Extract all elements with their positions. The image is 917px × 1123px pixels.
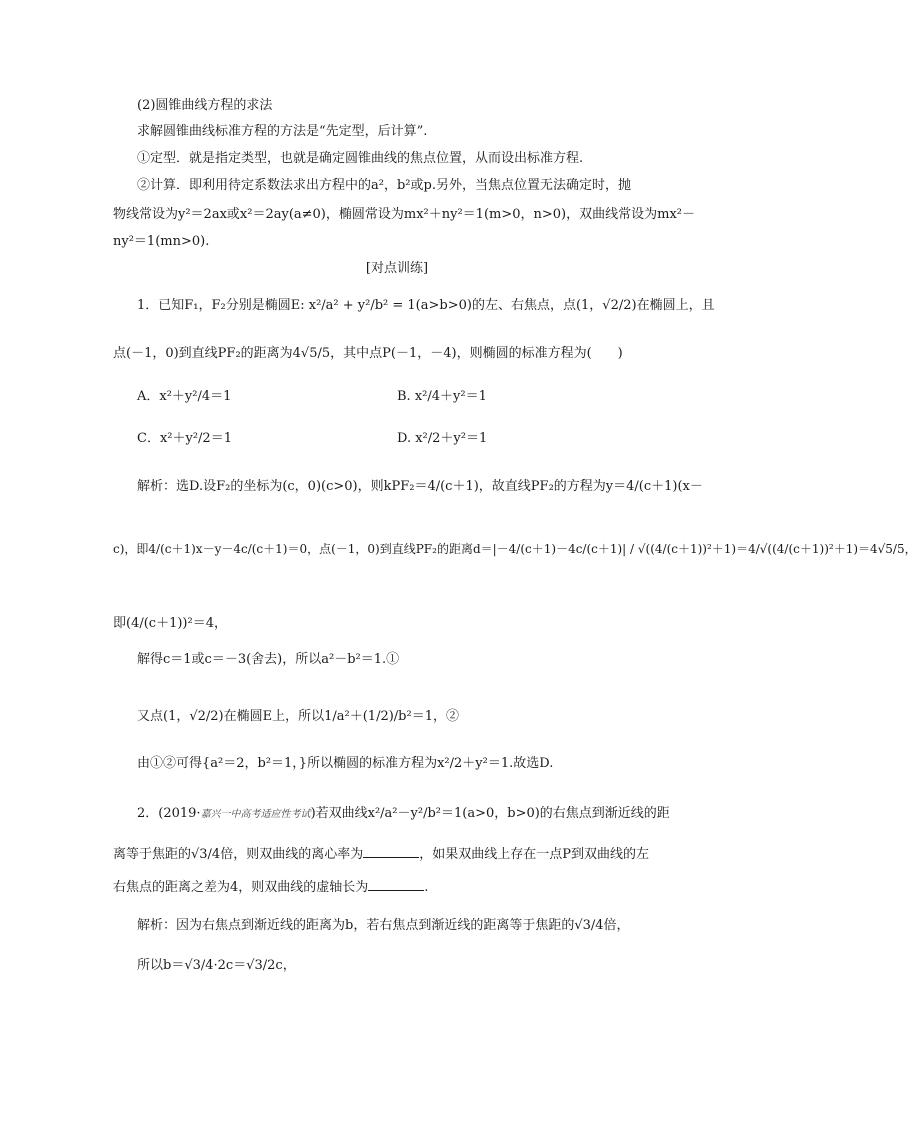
question-2-line1	[137, 805, 670, 824]
solution-2-line1: 解析：因为右焦点到渐近线的距离为b，若右焦点到渐近线的距离等于焦距的√3/4倍，	[137, 918, 630, 933]
option-c: C．x²＋y²/2＝1	[137, 431, 232, 446]
question-2-line3-text: 右焦点的距离之差为4，则双曲线的虚轴长为	[113, 880, 369, 895]
paragraph-method: 求解圆锥曲线标准方程的方法是“先定型，后计算”.	[137, 124, 428, 139]
option-d: D. x²/2＋y²＝1	[397, 431, 488, 446]
paragraph-step2-cont: 物线常设为y²＝2ax或x²＝2ay(a≠0)，椭圆常设为mx²＋ny²＝1(m>0，n>0)，双曲线常设为mx²－	[113, 207, 695, 222]
solution-1-line6: 由①②可得{a²＝2，b²＝1，}所以椭圆的标准方程为x²/2＋y²＝1.故选D.	[137, 756, 554, 771]
question-2-line2	[113, 845, 649, 864]
question-2-source: 嘉兴一中高考适应性考试	[200, 809, 311, 820]
option-a: A．x²＋y²/4＝1	[137, 389, 232, 404]
solution-1-line4: 解得c＝1或c＝－3(舍去)，所以a²－b²＝1.①	[137, 652, 400, 667]
question-2-line2-text: 离等于焦距的√3/4倍，则双曲线的离心率为	[113, 847, 364, 862]
solution-2-line2: 所以b＝√3/4·2c＝√3/2c，	[137, 958, 296, 973]
solution-1-line2: c)，即4/(c＋1)x－y－4c/(c＋1)＝0，点(－1，0)到直线PF₂的距离d＝|－4/(c＋1)－4c/(c＋1)| / √((4/(c＋1))²＋1)＝4/√((4/(c＋1))²＋1)＝4√5/5，	[113, 542, 917, 556]
question-2-number: 2．(2019·	[137, 806, 201, 821]
question-1-line1: 1．已知F₁，F₂分别是椭圆E: x²/a² + y²/b² = 1(a>b>0)的左、右焦点，点(1，√2/2)在椭圆上，且	[137, 298, 715, 313]
paragraph-step2: ②计算．即利用待定系数法求出方程中的a²，b²或p.另外，当焦点位置无法确定时，抛	[137, 178, 631, 193]
option-b: B. x²/4＋y²＝1	[397, 389, 487, 404]
answer-blank-axis[interactable]	[368, 878, 424, 891]
paragraph-step2-end: ny²＝1(mn>0).	[113, 234, 210, 249]
solution-1-line3: 即(4/(c＋1))²＝4，	[113, 616, 227, 631]
solution-1-line5: 又点(1，√2/2)在椭圆E上，所以1/a²＋(1/2)/b²＝1，②	[137, 709, 459, 724]
section-heading: (2)圆锥曲线方程的求法	[137, 98, 273, 113]
question-1-line2: 点(－1，0)到直线PF₂的距离为4√5/5，其中点P(－1，－4)，则椭圆的标准方程为( )	[113, 346, 623, 361]
question-2-line3-tail: .	[424, 880, 429, 895]
question-2-line3	[113, 878, 428, 897]
question-2-line2-tail: ，如果双曲线上存在一点P到双曲线的左	[419, 847, 649, 862]
answer-blank-eccentricity[interactable]	[363, 845, 419, 858]
exercise-heading: [对点训练]	[365, 261, 429, 276]
paragraph-step1: ①定型．就是指定类型，也就是确定圆锥曲线的焦点位置，从而设出标准方程.	[137, 151, 584, 166]
question-2-text: )若双曲线x²/a²－y²/b²＝1(a>0，b>0)的右焦点到渐近线的距	[310, 806, 670, 821]
solution-1-line1: 解析：选D.设F₂的坐标为(c，0)(c>0)，则kPF₂＝4/(c＋1)，故直线PF₂的方程为y＝4/(c＋1)(x－	[137, 479, 703, 494]
